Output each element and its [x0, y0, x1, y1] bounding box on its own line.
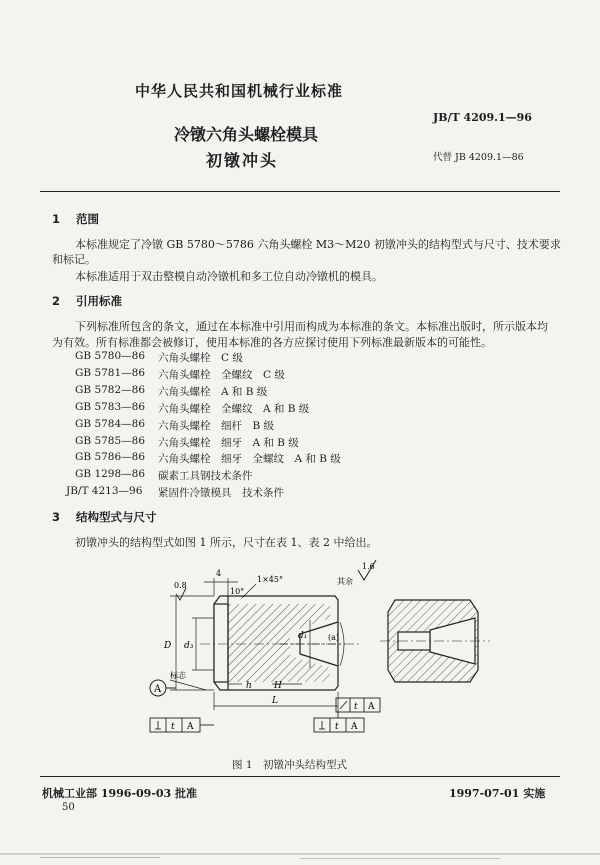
reference-code: GB 5783—86 [75, 401, 146, 413]
tolerance-frame-left [150, 718, 214, 732]
reference-code: JB/T 4213—96 [66, 485, 143, 497]
angle-label: 10° [230, 587, 245, 596]
reference-name: 六角头螺栓 细牙 A 和 B 级 [158, 437, 299, 449]
scan-noise [0, 845, 600, 865]
roughness-rest-label: 其余 [337, 577, 353, 586]
reference-name: 碳素工具钢技术条件 [158, 470, 253, 482]
datum-letter: A [154, 684, 162, 695]
chamfer-label: 1×45° [257, 575, 283, 584]
section-title: 结构型式与尺寸 [76, 510, 157, 524]
section-3-heading [52, 509, 157, 525]
reference-name: 紧固件冷镦模具 技术条件 [158, 487, 284, 499]
tolerance-value: t [354, 702, 358, 712]
datum-a-symbol [150, 680, 176, 696]
section-number: 2 [52, 294, 61, 308]
tolerance-datum: A [368, 702, 375, 712]
reference-name: 六角头螺栓 细杆 B 级 [158, 420, 275, 432]
reference-name: 六角头螺栓 全螺纹 A 和 B 级 [158, 403, 310, 415]
dim-H-label: H [274, 681, 282, 691]
tolerance-datum: A [351, 722, 358, 732]
paragraph: 和标记。 [52, 253, 96, 266]
reference-code: GB 5785—86 [75, 435, 146, 447]
punch-end-view [380, 600, 490, 682]
reference-code: GB 5781—86 [75, 367, 146, 379]
standard-number: JB/T 4209.1—96 [433, 111, 532, 124]
paragraph: 初镦冲头的结构型式如图 1 所示，尺寸在表 1、表 2 中给出。 [75, 536, 378, 549]
approval-date: 机械工业部 1996-09-03 批准 [42, 787, 198, 800]
reference-name: 六角头螺栓 A 和 B 级 [158, 386, 268, 398]
section-1-heading [52, 211, 99, 227]
reference-name: 六角头螺栓 细牙 全螺纹 A 和 B 级 [158, 453, 341, 465]
dim-h-label: h [246, 681, 252, 691]
reference-code: GB 5784—86 [75, 418, 146, 430]
reference-code: GB 5782—86 [75, 384, 146, 396]
dim-4-label: 4 [216, 569, 222, 578]
dim-d1-label: d₁ [298, 631, 308, 641]
paragraph: 本标准适用于双击整模自动冷镦机和多工位自动冷镦机的模具。 [75, 270, 383, 283]
paragraph: 本标准规定了冷镦 GB 5780～5786 六角头螺栓 M3～M20 初镦冲头的结构型式与尺寸、技术要求 [75, 238, 561, 251]
reference-name: 六角头螺栓 全螺纹 C 级 [158, 369, 285, 381]
footer-divider [40, 776, 560, 777]
dim-D-label: D [164, 641, 172, 651]
figure-1-drawing [130, 560, 500, 748]
header-divider [40, 191, 560, 192]
section-title: 引用标准 [76, 294, 122, 308]
dim-L-label: L [272, 696, 278, 706]
reference-code: GB 1298—86 [75, 468, 146, 480]
document-title: 冷镦六角头螺栓模具 [174, 125, 319, 144]
replaces-standard: 代替 JB 4209.1—86 [433, 152, 524, 163]
roughness-side-value: 0.8 [174, 581, 187, 590]
page-number: 50 [62, 802, 75, 813]
reference-code: GB 5780—86 [75, 350, 146, 362]
section-number: 3 [52, 510, 61, 524]
dim-d3-label: d₃ [184, 641, 194, 651]
reference-name: 六角头螺栓 C 级 [158, 352, 243, 364]
roughness-rest-value: 1.6 [362, 562, 375, 571]
figure-caption: 图 1 初镦冲头结构型式 [232, 759, 348, 771]
reference-code: GB 5786—86 [75, 451, 146, 463]
section-2-heading [52, 293, 122, 309]
paragraph: 为有效。所有标准都会被修订，使用本标准的各方应探讨使用下列标准最新版本的可能性。 [52, 336, 492, 349]
section-number: 1 [52, 212, 61, 226]
mark-label: 标志 [170, 671, 186, 680]
issuing-organization: 中华人民共和国机械行业标准 [135, 82, 344, 100]
tolerance-value: t [171, 722, 175, 732]
dim-a-label: (a) [328, 633, 340, 642]
implementation-date: 1997-07-01 实施 [449, 787, 546, 800]
document-subtitle: 初镦冲头 [206, 151, 279, 170]
section-title: 范围 [76, 212, 99, 226]
tolerance-value: t [335, 722, 339, 732]
tolerance-datum: A [187, 722, 194, 732]
punch-side-view [200, 596, 360, 690]
paragraph: 下列标准所包含的条文，通过在本标准中引用而构成为本标准的条文。本标准出版时，所示版本均 [75, 320, 548, 333]
